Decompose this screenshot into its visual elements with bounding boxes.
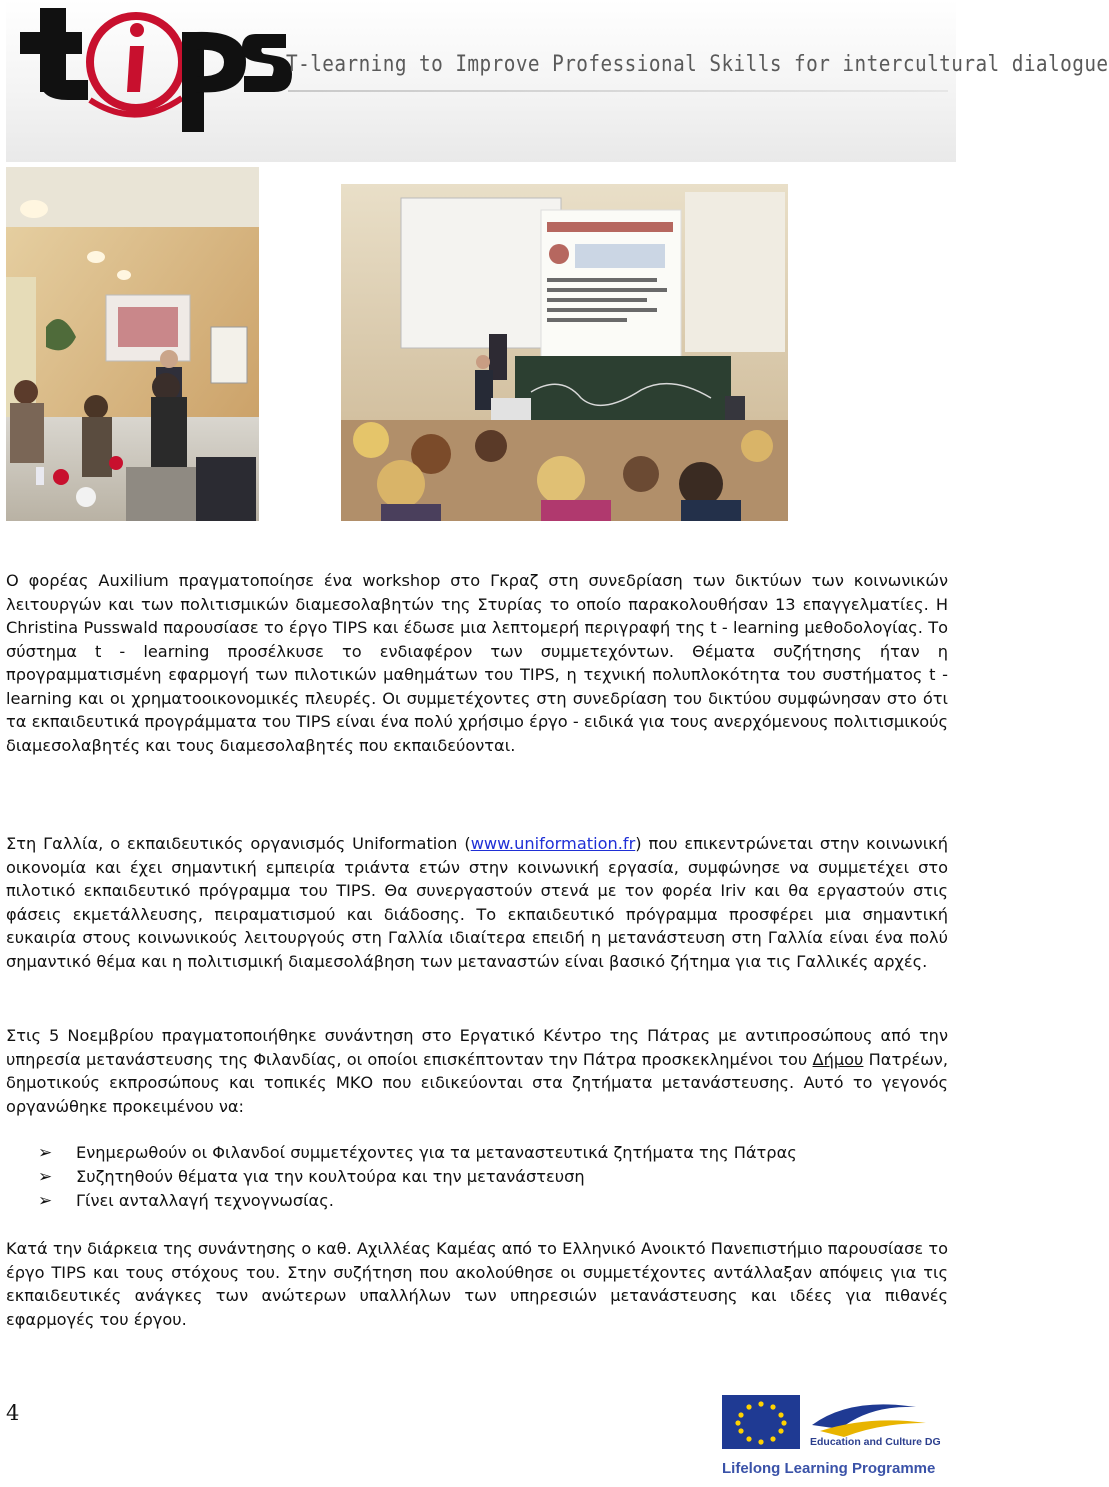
paragraph-patras-meeting [6,1024,948,1118]
dg-label: Education and Culture DG [810,1436,941,1448]
header-tagline: T-learning to Improve Professional Skills for intercultural dialogue [286,52,1109,77]
programme-label: Lifelong Learning Programme [722,1460,936,1477]
page-number: 4 [6,1401,20,1425]
bullet-text: Ενημερωθούν οι Φιλανδοί συμμετέχοντες για τα μεταναστευτικά ζητήματα της Πάτρας [76,1143,797,1162]
bullet-item [38,1141,938,1165]
paragraph-text [6,832,948,973]
paragraph-text: Ο φορέας Auxilium πραγματοποίησε ένα workshop στο Γκραζ στη συνεδρίαση των δικτύων των κοινωνικών λειτουργών και των πολιτισμικών διαμεσολαβητών της Στυρίας το οποίο παρακολουθήσαν 13 επαγγελματίες. Η Christina Pusswald παρουσίασε το έργο TIPS και έδωσε μια λεπτομερή περιγραφή της t - learning μεθοδολογίας. Το σύστημα t - learning προσέλκυσε το ενδιαφέρον των συμμετεχόντων. Θέματα συζήτησης ήταν η προγραμματισμένη εφαρμογή των πιλοτικών μαθημάτων του TIPS, η τεχνική πολυπλοκότητα του συστήματος t - learning και οι χρηματοοικονομικές πλευρές. Οι συμμετέχοντες στη συνεδρίαση του δικτύου συμφώνησαν στο ότι τα εκπαιδευτικά προγράμματα του TIPS είναι ένα πολύ χρήσιμο έργο - ειδικά για τους ανερχόμενους πολιτισμικούς διαμεσολαβητές και τους διαμεσολαβητές που εκπαιδεύονται. [6,571,948,755]
paragraph-text-end: ) που επικεντρώνεται στην κοινωνική οικονομία και έχει σημαντική εμπειρία τριάντα ετών στην κοινωνική εργασία, συμφώνησε να συμμετέχει στο πιλοτικό εκπαιδευτικό πρόγραμμα του TIPS. Θα συνεργαστούν στενά με τον φορέα Iriv και θα εργαστούν στις φάσεις εκμετάλλευσης, πειραματισμού και διάδοσης. Το εκπαιδευτικό πρόγραμμα προσφέρει μια σημαντική ευκαιρία στους κοινωνικούς λειτουργούς στη Γαλλία ιδιαίτερα επειδή η μετανάστευση στη Γαλλία είναι ένα πολύ σημαντικό θέμα και η πολιτισμική διαμεσολάβηση των μεταναστών είναι βασικό ζήτημα για τις Γαλλικές αρχές. [6,834,948,971]
uniformation-link[interactable]: www.uniformation.fr [470,834,636,853]
paragraph-text-start: Στις 5 Νοεμβρίου πραγματοποιήθηκε συνάντηση στο Εργατικό Κέντρο της Πάτρας με αντιπροσώπους από την υπηρεσία μετανάστευσης της Φιλανδίας, οι οποίοι επισκέπτονταν την Πάτρα προσκεκλημένοι του [6,1026,948,1069]
bullet-text: Γίνει ανταλλαγή τεχνογνωσίας. [76,1191,334,1210]
bullet-text: Συζητηθούν θέματα για την κουλτούρα και την μετανάστευση [76,1167,585,1186]
workshop-photo-1 [6,167,259,521]
arrow-bullet-icon: ➢ [38,1191,53,1211]
arrow-bullet-icon: ➢ [38,1143,53,1163]
underlined-word: Δήμου [812,1049,864,1069]
paragraph-text-start: Στη Γαλλία, ο εκπαιδευτικός οργανισμός Uniformation ( [6,834,471,853]
arrow-bullet-icon: ➢ [38,1167,53,1187]
bullet-item [38,1165,938,1189]
tips-logo [6,0,296,162]
paragraph-text: Κατά την διάρκεια της συνάντησης ο καθ. Αχιλλέας Καμέας από το Ελληνικό Ανοικτό Πανεπιστήμιο παρουσίασε το έργο TIPS και τους στόχους του. Στην συζήτηση που ακολούθησε οι συμμετέχοντες αντάλλαξαν απόψεις για τις εκπαιδευτικές ανάγκες των ανώτερων υπαλλήλων των υπηρεσιών μετανάστευσης και ιδέες για πιθανές εφαρμογές του έργου. [6,1239,948,1329]
paragraph-uniformation [6,832,948,973]
header-banner [6,0,1109,162]
paragraph-auxilium [6,569,948,757]
bullet-list [38,1141,938,1213]
paragraph-text-end: Πατρέων, δημοτικούς εκπροσώπους και τοπικές ΜΚΟ που ειδικεύονται στα ζητήματα μετανάστευσης. Αυτό το γεγονός οργανώθηκε προκειμένου να: [6,1049,948,1116]
paragraph-kameas [6,1237,948,1331]
paragraph-text [6,1024,948,1118]
bullet-item [38,1189,938,1213]
workshop-photo-2 [341,184,788,521]
header-divider [288,90,948,92]
